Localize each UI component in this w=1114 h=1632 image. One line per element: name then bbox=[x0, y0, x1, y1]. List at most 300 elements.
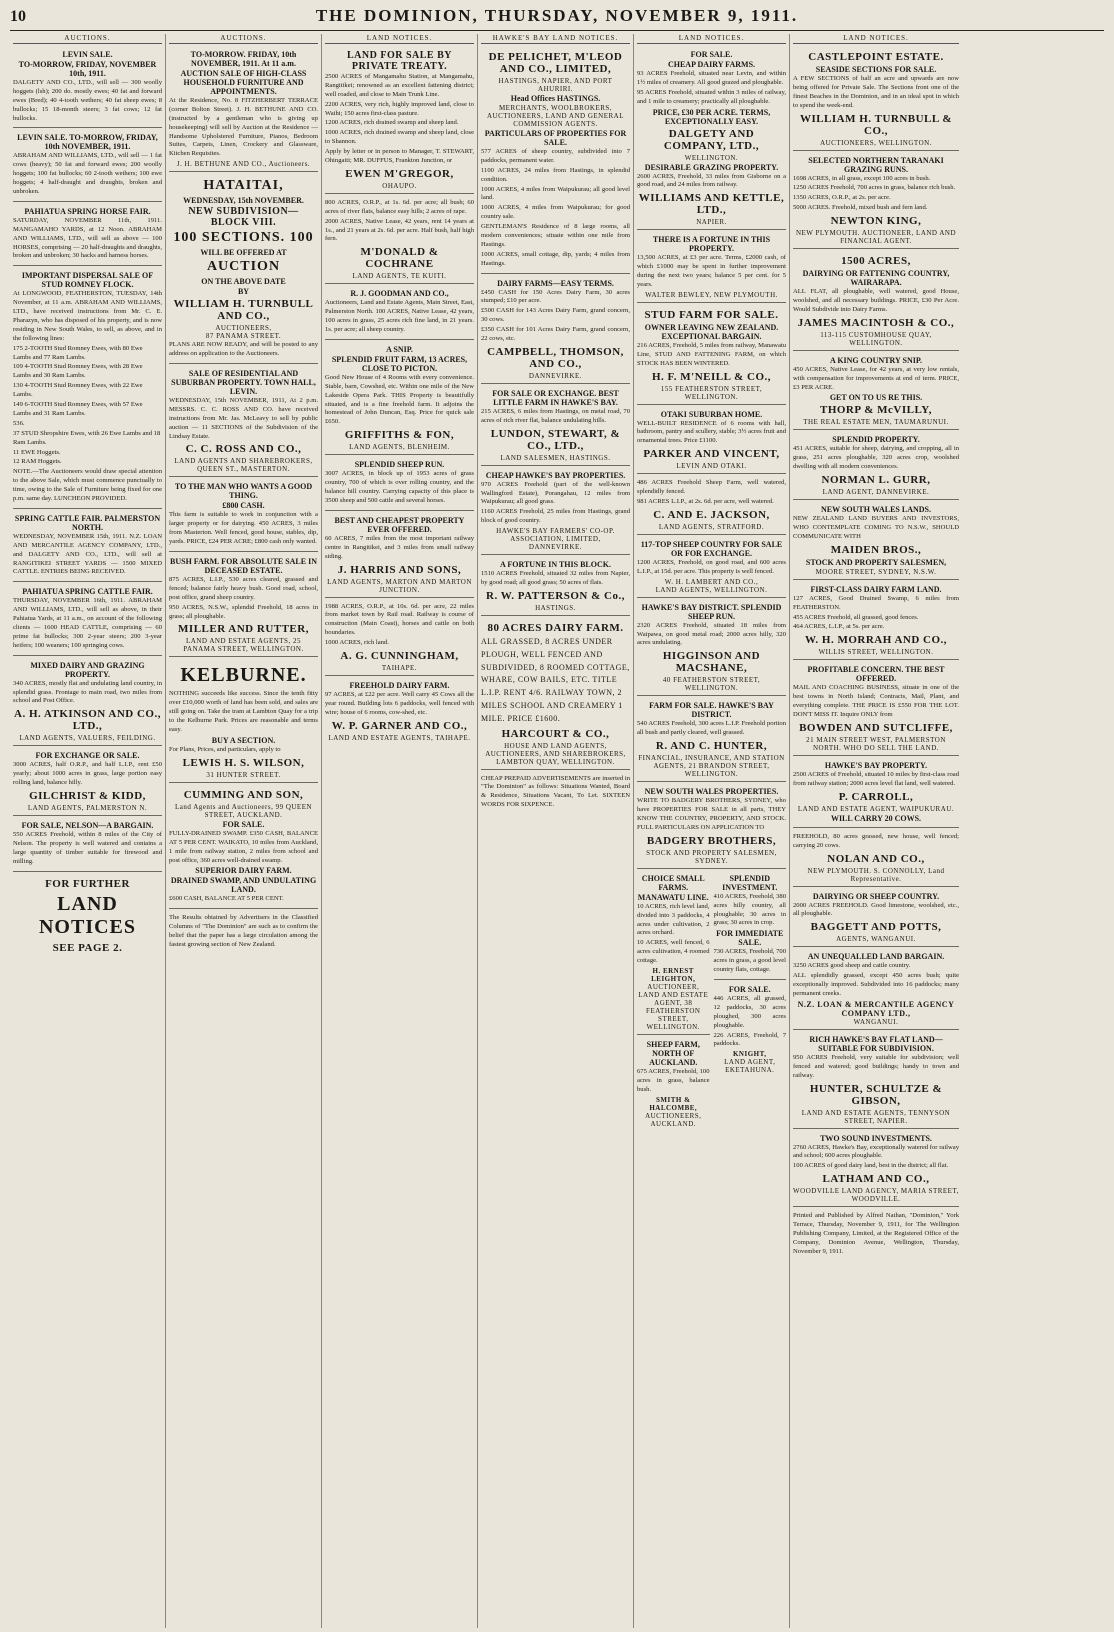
ad-lot: 450 ACRES, Native Lease, for 42 years, at very low rentals, with compensation for improvements at end of term. PRICE, £3 PER ACRE. bbox=[793, 365, 959, 391]
ad-on: ON THE ABOVE DATE bbox=[201, 277, 286, 287]
ad-spring-fair bbox=[13, 511, 162, 582]
ad-lot: 2760 ACRES, Hawke's Bay, exceptionally watered for railway and school; 600 acres ploughable. bbox=[793, 1143, 959, 1160]
printer-imprint bbox=[793, 1209, 959, 1260]
ad-body: WELL-BUILT RESIDENCE of 6 rooms with hall, bathroom, pantry and scullery, stable; 3½ acres fruit and ornamental trees. Price £1100. bbox=[637, 419, 786, 445]
ad-pelichet bbox=[481, 47, 630, 274]
ad-ross bbox=[169, 366, 318, 477]
ad-lot: 340 ACRES, mostly flat and undulating land country, in splendid grass. Frontage to main road, two miles from school and Post Office. bbox=[13, 679, 162, 705]
ad-title: KELBURNE. bbox=[180, 664, 307, 687]
firm-name: BADGERY BROTHERS, bbox=[646, 834, 777, 847]
ad-lot: 950 ACRES Freehold, very suitable for subdivision; well fenced and watered; good buildings; handy to town and railway. bbox=[793, 1053, 959, 1079]
ad-good-thing bbox=[169, 479, 318, 552]
ad-body: At LONGWOOD, FEATHERSTON, TUESDAY, 14th November, at 11 a.m. ABRAHAM AND WILLIAMS, LTD., have received instructions from Mr. C. E. Pharazyn, who has disposed of his property, and is now residing in New South Wales, to sell, as above, and in the following lines: bbox=[13, 290, 162, 342]
further-heading: LAND NOTICES bbox=[38, 892, 137, 938]
ad-lot: 2000 ACRES FREEHOLD. Good limestone, woolshed, etc., all ploughable. bbox=[793, 901, 959, 918]
ad-title: FREEHOLD DAIRY FARM. bbox=[349, 680, 450, 690]
ad-drained: DRAINED SWAMP, AND UNDULATING LAND. bbox=[170, 876, 317, 895]
ad-body: WRITE TO BADGERY BROTHERS, SYDNEY, who have PROPERTIES FOR SALE in all parts, THEY KNOW THE COUNTRY, PROPERTY, AND STOCK. FULL PARTICULARS ON APPLICATION TO bbox=[637, 797, 786, 831]
ad-title: CHOICE SMALL FARMS. bbox=[641, 873, 705, 892]
firm-address: AUCTIONEER, LAND AND ESTATE AGENT, 38 FEATHERSTON STREET, WELLINGTON. bbox=[638, 982, 709, 1031]
ad-title: HAWKE'S BAY DISTRICT. SPLENDID SHEEP RUN. bbox=[641, 602, 782, 621]
ad-lot: FULLY-DRAINED SWAMP. £350 CASH, BALANCE AT 5 PER CENT. WAIKATO, 10 miles from Auckland, 1 mile from railway station, 2 miles from school and post office, 360 acres well-drained swamp. bbox=[169, 829, 318, 864]
ad-goodman bbox=[325, 286, 474, 340]
lot-line: 109 4-TOOTH Stud Romney Ewes, with 28 Ewe Lambs and 30 Ram Lambs. bbox=[13, 363, 143, 380]
firm-address: 31 HUNTER STREET. bbox=[206, 770, 281, 779]
masthead-title: THE DOMINION, THURSDAY, NOVEMBER 9, 1911. bbox=[315, 6, 799, 25]
firm-name: BOWDEN AND SUTCLIFFE, bbox=[799, 721, 953, 734]
ad-title: NEW SOUTH WALES PROPERTIES. bbox=[644, 787, 779, 797]
column-header: LAND NOTICES. bbox=[637, 34, 786, 44]
firm-name: GILCHRIST & KIDD, bbox=[29, 789, 146, 802]
ad-body: ABRAHAM AND WILLIAMS, LTD., will sell — 1 fat cows (heavy); 50 fat and forward ewes; 200 woolly hoggets; 100 fat bullocks; 60 2-tooth wethers; 100 ewe hoggets; 4 half-draught and draughts, broken and unbroken. bbox=[13, 152, 162, 196]
firm-address: NEW PLYMOUTH. AUCTIONEER, LAND AND FINANCIAL AGENT. bbox=[795, 229, 957, 246]
ad-title: BUSH FARM. FOR ABSOLUTE SALE IN DECEASED ESTATE. bbox=[170, 557, 317, 576]
ad-buy: BUY A SECTION. bbox=[211, 735, 276, 745]
ad-title: FARM FOR SALE. HAWKE'S BAY DISTRICT. bbox=[649, 701, 774, 720]
ad-title: CASTLEPOINT ESTATE. bbox=[808, 51, 944, 63]
ad-lot: £500 CASH for 143 Acres Dairy Farm, grand concern, 30 cows. bbox=[481, 307, 630, 324]
ad-sub: STOCK AND PROPERTY SALESMEN, bbox=[805, 557, 947, 567]
ad-prepaid bbox=[481, 772, 630, 815]
lot-line: 130 4-TOOTH Stud Romney Ewes, with 22 Ewe Lambs. bbox=[13, 382, 143, 399]
firm-name: CUMMING AND SON, bbox=[183, 788, 304, 801]
ad-superior: SUPERIOR DAIRY FARM. bbox=[195, 866, 292, 876]
firm-name: DE PELICHET, M'LEOD AND CO., LIMITED, bbox=[488, 51, 623, 75]
firm-address: TAIHAPE. bbox=[381, 663, 418, 672]
ad-body: CHEAP PREPAID ADVERTISEMENTS are inserted in "The Dominion" as follows: Situations Wanted, Board & Residence, Situations Vacant, To Let. SIXTEEN WORDS FOR SIXPENCE. bbox=[481, 774, 630, 809]
ad-title: SHEEP FARM, NORTH OF AUCKLAND. bbox=[646, 1039, 700, 1067]
firm-name: C. AND E. JACKSON, bbox=[653, 508, 770, 521]
firm-name: W. H. MORRAH AND CO., bbox=[804, 634, 948, 647]
ad-body: NEW ZEALAND LAND BUYERS AND INVESTORS, WHO CONTEMPLATE COMING TO N.S.W., SHOULD COMMUNICATE WITH bbox=[793, 515, 959, 540]
firm-address: NAPIER. bbox=[696, 218, 727, 227]
ad-lot: 970 ACRES Freehold (part of the well-known Wallingford Estate), Porangahau, 12 miles from Waipukurau; all good grass. bbox=[481, 480, 630, 506]
ad-title: A FORTUNE IN THIS BLOCK. bbox=[500, 560, 611, 570]
ad-title: FOR SALE. bbox=[690, 50, 733, 59]
masthead bbox=[10, 6, 1104, 31]
firm-address: HASTINGS, NAPIER, AND PORT AHURIRI. bbox=[498, 77, 613, 93]
firm-name: R. AND C. HUNTER, bbox=[655, 740, 768, 753]
ad-pahiatua-cattle bbox=[13, 584, 162, 655]
firm-name: CAMPBELL, THOMSON, AND CO., bbox=[487, 345, 624, 370]
ad-pahiatua bbox=[13, 204, 162, 266]
ad-lot: 464 ACRES, L.I.P., at 5s. per acre. bbox=[793, 623, 885, 631]
firm-address: LAND AGENTS, BLENHEIM. bbox=[349, 443, 450, 452]
firm-name: KNIGHT, bbox=[732, 1050, 767, 1059]
lot-line: 536. bbox=[13, 419, 25, 427]
ad-sub: NEW SUBDIVISION— BLOCK VIII. bbox=[188, 206, 299, 229]
firm-name: WILLIAM H. TURNBULL AND CO., bbox=[173, 298, 314, 323]
ad-lot: 5000 ACRES. Freehold, mixed bush and fern land. bbox=[793, 204, 928, 212]
page-number: 10 bbox=[10, 8, 26, 25]
column-header: AUCTIONS. bbox=[169, 34, 318, 44]
firm-address: THE REAL ESTATE MEN, TAUMARUNUI. bbox=[803, 418, 949, 427]
firm-name: NORMAN L. GURR, bbox=[821, 474, 931, 487]
column-header: LAND NOTICES. bbox=[793, 34, 959, 44]
ad-title: TWO SOUND INVESTMENTS. bbox=[820, 1133, 932, 1143]
ad-levin bbox=[13, 47, 162, 128]
firm-address: DANNEVIRKE. bbox=[528, 371, 583, 380]
firm-address: 40 FEATHERSTON STREET, WELLINGTON. bbox=[662, 676, 761, 693]
firm-address: LAND AND ESTATE AGENTS, 25 PANAMA STREET, WELLINGTON. bbox=[183, 637, 304, 654]
firm-name: H. F. M'NEILL & CO., bbox=[652, 370, 771, 383]
ad-dalgety bbox=[637, 47, 786, 230]
firm-name: PARKER AND VINCENT, bbox=[643, 448, 780, 461]
ad-title: STUD FARM FOR SALE. bbox=[644, 308, 779, 321]
ad-note: PLANS ARE NOW READY, and will be posted to any address on application to the Auctioneers. bbox=[169, 341, 318, 358]
ad-cunningham bbox=[325, 600, 474, 676]
ad-kelburne bbox=[169, 659, 318, 782]
ad-lot: 2200 ACRES, very rich, highly improved land, close to Waihi; 150 acres first-class pasture. bbox=[325, 100, 474, 117]
firm-name: LUNDON, STEWART, & CO., LTD., bbox=[490, 427, 621, 452]
ad-lot: 10 ACRES, rich level land, divided into 3 paddocks, 4 acres under cultivation, 2 acres orchard. bbox=[637, 902, 710, 937]
ad-lot: 1200 ACRES, Freehold, on good road, and 600 acres L.I.P., at 15d. per acre. This property is well fenced. bbox=[637, 558, 786, 575]
ad-body: FREEHOLD, 80 acres grassed, new house, well fenced; carrying 20 cows. bbox=[793, 832, 959, 849]
ad-will: WILL CARRY 20 COWS. bbox=[830, 813, 922, 823]
ad-atkinson bbox=[13, 658, 162, 747]
ad-romney bbox=[13, 268, 162, 508]
firm-name: JAMES MACINTOSH & CO., bbox=[797, 316, 955, 329]
firm-address: NEW PLYMOUTH. S. CONNOLLY, Land Representative. bbox=[807, 866, 945, 883]
ad-lot: 3000 ACRES, half O.R.P., and half L.I.P., rent £50 yearly; about 1000 acres in grass, large portion easy rolling land, balance hilly. bbox=[13, 761, 162, 787]
ad-title: MIXED DAIRY AND GRAZING PROPERTY. bbox=[30, 660, 145, 679]
imprint-text: Printed and Published by Alfred Nathan, "Dominion," York Terrace, Thursday, November 9, 1911, for The Wellington Publishing Company, Limited, at the Registered Office of the Company, Dominion Avenue, Wellington, Thursday, November 9, 1911. bbox=[793, 1212, 959, 1255]
firm-address: WOODVILLE LAND AGENCY, MARIA STREET, WOODVILLE. bbox=[793, 1187, 959, 1204]
column-6 bbox=[790, 34, 962, 1628]
ad-morrah bbox=[793, 582, 959, 661]
lot-line: 175 2-TOOTH Stud Romney Ewes, with 80 Ewe Lambs and 77 Ram Lambs. bbox=[13, 344, 143, 361]
ad-lot: 451 ACRES, suitable for sheep, dairying, and cropping, all in grass, 251 acres ploughable, 320 acres crop, woolshed dwelling with all modern conveniences. bbox=[793, 445, 959, 471]
firm-name: LEWIS H. S. WILSON, bbox=[182, 756, 305, 769]
ad-cumming bbox=[169, 785, 318, 909]
ad-by: BY bbox=[237, 287, 250, 297]
ad-lot: 1350 ACRES, O.R.P., at 2s. per acre. bbox=[793, 194, 891, 202]
ad-title: SPRING CATTLE FAIR. PALMERSTON NORTH. bbox=[14, 513, 161, 532]
ad-title: FOR EXCHANGE OR SALE. bbox=[35, 751, 140, 761]
firm-address: 113-115 CUSTOMHOUSE QUAY, WELLINGTON. bbox=[820, 330, 932, 347]
ad-title: SALE OF RESIDENTIAL AND SUBURBAN PROPERTY. TOWN HALL, LEVIN. bbox=[171, 369, 316, 397]
ad-carroll bbox=[793, 758, 959, 828]
ad-lot: £350 CASH for 101 Acres Dairy Farm, grand concern, 22 cows, etc. bbox=[481, 326, 630, 343]
ad-title: TO THE MAN WHO WANTS A GOOD THING. bbox=[174, 482, 313, 501]
ad-lot: GENTLEMAN'S Residence of 8 large rooms, all modern conveniences; situate within one mile from Hastings. bbox=[481, 223, 630, 248]
ad-body: Good New House of 4 Rooms with every convenience. Stable, barn, Cowshed, etc. Within one mile of the New Lakeside Opera Park. THIS Property is beautifully situated, and is a fine freehold farm. It adjoins the homestead of John Duncan, Esq. Price for quick sale £650. bbox=[325, 373, 474, 426]
firm-address: WELLINGTON. bbox=[684, 153, 739, 162]
column-1 bbox=[10, 34, 166, 1628]
firm-name: H. ERNEST LEIGHTON, bbox=[651, 966, 696, 983]
ad-sheep-run bbox=[325, 457, 474, 511]
ad-lot: 540 ACRES Freehold, 300 acres L.I.P. Freehold portion all bush and partly cleared, well grassed. bbox=[637, 720, 786, 737]
ad-lot: 10 ACRES, well fenced, 6 acres cultivation, 4 roomed cottage. bbox=[637, 939, 710, 965]
ad-lot: 577 ACRES of sheep country, subdivided into 7 paddocks, permanent water. bbox=[481, 148, 630, 164]
ad-lot: 127 ACRES, Good Drained Swamp, 6 miles from FEATHERSTON. bbox=[793, 594, 959, 611]
ad-title: LEVIN SALE. TO-MORROW, FRIDAY, 10th NOVEMBER, 1911. bbox=[17, 133, 158, 152]
ad-title: HATAITAI, bbox=[203, 178, 284, 194]
ad-lot: 60 ACRES, 7 miles from the most important railway centre in Rangitikei, and 3 miles from small railway siding. bbox=[325, 534, 474, 560]
ad-body: DALGETY AND CO., LTD., will sell — 300 woolly hoggets (lsh); 200 do. mostly ewes; 40 fat and forward ewes (Bred); 40 4-tooth wethers; 40 fat sheep ewes; 8 bullocks; 15 18-month steers; 3 fat cows; 12 fat bullocks. bbox=[13, 79, 162, 122]
ad-maiden bbox=[793, 502, 959, 580]
firm-name: HUNTER, SCHULTZE & GIBSON, bbox=[809, 1082, 943, 1107]
ad-lot: 1100 ACRES, 24 miles from Hastings, in splendid condition. bbox=[481, 166, 630, 183]
ad-lot: 2000 ACRES, Native Lease, 42 years, rent 14 years at 1s., and 21 years at 2s. 6d. per acre. Half bush, half high fern. bbox=[325, 217, 474, 243]
ad-contact: Apply by letter or in person to Manager, T. STEWART, Ohingaiti; MR. DUFFUS, Frankton Junction, or bbox=[325, 148, 474, 165]
ad-title: PAHIATUA SPRING CATTLE FAIR. bbox=[22, 587, 153, 597]
firm-address: HASTINGS. bbox=[535, 603, 576, 612]
ad-lundon bbox=[481, 386, 630, 466]
ad-date: TO-MORROW, FRIDAY, NOVEMBER 10th, 1911. bbox=[18, 60, 157, 78]
ad-title: AN UNEQUALLED LAND BARGAIN. bbox=[807, 952, 945, 962]
lot-line: 12 RAM Hoggets. bbox=[13, 458, 62, 466]
split-left bbox=[637, 871, 710, 1133]
firm-name: A. H. ATKINSON AND CO., LTD., bbox=[14, 708, 161, 733]
firm-address: LAND AGENT, EKETAHUNA. bbox=[724, 1058, 776, 1075]
firm-address: LAMBTON QUAY, WELLINGTON. bbox=[496, 757, 615, 766]
ad-hataitai bbox=[169, 174, 318, 364]
ad-jackson bbox=[637, 476, 786, 535]
ad-lot: 1988 ACRES, O.R.P., at 10s. 6d. per acre, 22 miles from market town by Rail road. Railway is course of construction (Main Coast), horses and cattle on both boundaries. bbox=[325, 602, 474, 637]
firm-address: WANGANUI. bbox=[853, 1017, 899, 1026]
ad-auckland bbox=[637, 1037, 710, 1131]
ad-sub: SEASIDE SECTIONS FOR SALE. bbox=[815, 65, 937, 74]
ad-sub: CHEAP DAIRY FARMS. bbox=[667, 60, 756, 69]
ad-macintosh bbox=[793, 251, 959, 351]
firm-name: M'DONALD & COCHRANE bbox=[360, 246, 439, 271]
ad-badgery bbox=[637, 784, 786, 869]
ad-plans: For Plans, Prices, and particulars, apply to bbox=[169, 745, 281, 753]
ad-lot: 486 ACRES Freehold Sheep Farm, well watered, splendidly fenced. bbox=[637, 479, 786, 496]
ad-nzloan bbox=[793, 949, 959, 1030]
ad-body: SATURDAY, NOVEMBER 11th, 1911. MANGAMAHO YARDS, at 12 Noon. ABRAHAM AND WILLIAMS, LTD., will sell as above — 100 HORSES, comprising — 20 half-draughts and draughts, broken and unbroken; 30 hacks and harness horses. bbox=[13, 216, 162, 260]
ad-hunter-schultze bbox=[793, 1032, 959, 1129]
ad-snip bbox=[325, 342, 474, 455]
column-header: HAWKE'S BAY LAND NOTICES. bbox=[481, 34, 630, 44]
ad-nolan bbox=[793, 830, 959, 887]
firm-name: BAGGETT AND POTTS, bbox=[810, 921, 942, 934]
ad-lot: 1698 ACRES, in all grass, except 100 acres in bush. bbox=[793, 174, 931, 182]
column-header: LAND NOTICES. bbox=[325, 34, 474, 44]
further-page: SEE PAGE 2. bbox=[52, 941, 123, 954]
firm-address: MOORE STREET, SYDNEY, N.S.W. bbox=[815, 567, 937, 576]
ad-harcourt bbox=[481, 618, 630, 770]
firm-address: LAND AGENT, DANNEVIRKE. bbox=[822, 488, 930, 497]
ad-lot: 1000 ACRES, 4 miles from Waipukurau; all good level land. bbox=[481, 185, 630, 202]
ad-lot: 446 ACRES, all grassed, 12 paddocks, 30 acres ploughed, 300 acres ploughable. bbox=[713, 994, 786, 1029]
firm-role: AUCTIONEERS, bbox=[215, 324, 272, 333]
ad-higginson bbox=[637, 600, 786, 697]
ad-title: PROFITABLE CONCERN. THE BEST OFFERED. bbox=[807, 665, 945, 684]
ad-private-treaty bbox=[325, 47, 474, 194]
ad-investment bbox=[714, 871, 787, 980]
ad-fortune bbox=[481, 557, 630, 616]
firm-name: J. HARRIS AND SONS, bbox=[337, 563, 462, 576]
firm-name: NEWTON KING, bbox=[830, 215, 922, 228]
ad-body: MAIL AND COACHING BUSINESS, situate in one of the best towns in North Island; Contracts, Mail, Plant, and everything complete. THE PRICE IS £550 FOR THE LOT. DON'T MISS IT. Inquire ONLY from bbox=[793, 684, 959, 719]
firm-address: LAND SALESMEN, HASTINGS. bbox=[500, 453, 611, 462]
ad-bush-farm bbox=[169, 554, 318, 657]
firm-address: OHAUPO. bbox=[382, 181, 417, 190]
ad-castlepoint bbox=[793, 47, 959, 151]
firm-name: W. H. LAMBERT AND CO., bbox=[664, 577, 759, 586]
split-right bbox=[714, 871, 787, 1133]
sections-count: 100 SECTIONS. 100 bbox=[173, 230, 314, 246]
ad-lot: 93 ACRES Freehold, situated near Levin, and within 1½ miles of creamery. All good grazed and ploughable. bbox=[637, 70, 786, 86]
ad-title: NEW SOUTH WALES LANDS. bbox=[821, 505, 931, 515]
firm-address: Land Agents and Auctioneers, 99 QUEEN STREET, AUCKLAND. bbox=[174, 802, 313, 819]
ad-garner bbox=[325, 678, 474, 745]
ad-bowden bbox=[793, 662, 959, 756]
firm-address: FINANCIAL, INSURANCE, AND STATION AGENTS, 21 BRANDON STREET, WELLINGTON. bbox=[638, 754, 785, 779]
ad-lot: 95 ACRES Freehold, situated within 3 miles of railway, and 1 mile to creamery; practically all ploughable. bbox=[637, 88, 786, 105]
firm-name: P. CARROLL, bbox=[838, 790, 914, 803]
ad-lot: £600 CASH, BALANCE AT 5 PER CENT. bbox=[169, 895, 284, 903]
ad-title: THERE IS A FORTUNE IN THIS PROPERTY. bbox=[652, 235, 771, 254]
ad-title: 117-TOP SHEEP COUNTRY FOR SALE OR FOR EXCHANGE. bbox=[640, 539, 783, 558]
firm-address: 21 MAIN STREET WEST, PALMERSTON NORTH. WHO DO SELL THE LAND. bbox=[806, 735, 946, 752]
ad-lot: 2500 ACRES of Freehold, situated 10 miles by first-class road from railway station; 2000 acres level flat land, well watered. bbox=[793, 770, 959, 787]
firm-role: MERCHANTS, WOOLBROKERS, AUCTIONEERS, LAND AND GENERAL COMMISSION AGENTS. bbox=[487, 104, 624, 128]
firm-name: MAIDEN BROS., bbox=[830, 543, 922, 556]
ad-title: DAIRYING OR SHEEP COUNTRY. bbox=[812, 891, 940, 901]
ad-lot: 550 ACRES Freehold, within 8 miles of the City of Nelson. The property is well watered and contains a large quantity of timber suitable for firewood and milling. bbox=[13, 830, 162, 865]
ad-lot: 1000 ACRES, rich drained swamp and sheep land, close to Shannon. bbox=[325, 129, 474, 146]
firm-name: R. J. GOODMAN AND CO., bbox=[350, 289, 449, 299]
ad-title: OTAKI SUBURBAN HOME. bbox=[660, 409, 763, 419]
ad-title: 1500 ACRES, bbox=[841, 255, 911, 268]
firm-name: R. W. PATTERSON & Co., bbox=[486, 589, 625, 602]
ad-title: HAWKE'S BAY PROPERTY. bbox=[824, 760, 928, 770]
ad-body: WEDNESDAY, 15th NOVEMBER, 1911, At 2 p.m. MESSRS. C. C. ROSS AND CO. have received instructions from Mr. Jas. McLeavy to sell by public auction — 11 SECTIONS of the Subdivision of the Lindsay Estate. bbox=[169, 397, 318, 440]
ad-body: WEDNESDAY, NOVEMBER 15th, 1911. N.Z. LOAN AND MERCANTILE AGENCY COMPANY, LTD., and DALGETY AND CO., LTD., will sell at RANGITIKEI STREET YARDS — 1500 MIXED CATTLE. ENTRIES BEING RECEIVED. bbox=[13, 532, 162, 576]
ad-knight bbox=[714, 982, 787, 1077]
firm-address: LAND AGENTS, MARTON AND MARTON JUNCTION. bbox=[327, 577, 472, 594]
firm-address: LEVIN AND OTAKI. bbox=[676, 462, 747, 471]
firm-address: DANNEVIRKE. bbox=[528, 543, 583, 552]
ad-lot: 1250 ACRES Freehold, 700 acres in grass, balance rich bush. bbox=[793, 184, 956, 192]
ad-levin-2 bbox=[13, 130, 162, 201]
ad-body: This farm is suitable to work in conjunction with a larger property or for dairying. 450 ACRES, 3 miles from Masterton. Well fenced, good house, stables, dip, yards. PRICE, £24 PER ACRE; £800 cash only wanted. bbox=[169, 511, 318, 546]
ad-title: SPLENDID SHEEP RUN. bbox=[354, 460, 445, 470]
ad-lot: 410 ACRES, Freehold, 380 acres hilly country, all ploughable; 30 acres in grass; 30 acres in crop. bbox=[713, 892, 786, 927]
ad-hunter bbox=[637, 698, 786, 782]
ad-title: A KING COUNTRY SNIP. bbox=[829, 355, 923, 365]
ad-campbell bbox=[481, 276, 630, 384]
ad-will: WILL BE OFFERED AT bbox=[200, 248, 287, 258]
firm-name: J. H. BETHUNE AND CO., Auctioneers. bbox=[176, 160, 311, 169]
ad-title: PAHIATUA SPRING HORSE FAIR. bbox=[24, 206, 151, 216]
ad-sale: FOR SALE. bbox=[222, 819, 265, 829]
ad-otaki bbox=[637, 407, 786, 475]
ad-title: BEST AND CHEAPEST PROPERTY EVER OFFERED. bbox=[334, 515, 465, 534]
firm-name: HARCOURT & CO., bbox=[501, 727, 610, 740]
ad-gurr bbox=[793, 432, 959, 500]
ad-lot: 3007 ACRES, in block up of 1953 acres of grass country, 700 of which is over rolling country, and the balance hill country. Carrying capacity of this place is 3500 sheep and 500 cattle and several horses. bbox=[325, 470, 474, 504]
ad-mcdonald bbox=[325, 196, 474, 284]
firm-name: HAWKE'S BAY FARMERS' CO-OP. ASSOCIATION, LIMITED, bbox=[496, 527, 615, 544]
ad-gilchrist bbox=[13, 748, 162, 816]
ad-lot: 3250 ACRES good sheep and cattle country. bbox=[793, 962, 911, 970]
ad-results bbox=[169, 911, 318, 954]
ad-body: ALL GRASSED, 8 ACRES UNDER PLOUGH, WELL FENCED AND SUBDIVIDED, 8 ROOMED COTTAGE, WHARE, COW BAILS, ETC. TITLE L.I.P. RENT 4/6. RAILWAY TOWN, 2 MILES SCHOOL AND CREAMERY 1 MILE. PRICE £1600. bbox=[481, 636, 630, 723]
ad-lambert bbox=[637, 537, 786, 598]
ad-immediate: FOR IMMEDIATE SALE. bbox=[716, 929, 784, 948]
ad-title: SPLENDID INVESTMENT. bbox=[722, 873, 778, 892]
ad-further bbox=[13, 874, 162, 959]
firm-address: LAND AGENTS, TE KUITI. bbox=[352, 272, 447, 281]
ad-bethune bbox=[169, 47, 318, 172]
ad-nelson bbox=[13, 818, 162, 872]
firm-name: NOLAN AND CO., bbox=[827, 852, 925, 865]
ad-body: ALL FLAT, all ploughable, well watered, good House, woolshed, and all necessary buildings. PRICE, £30 Per Acre. Would Subdivide into Dairy Farms. bbox=[793, 288, 959, 313]
firm-role: HOUSE AND LAND AGENTS, AUCTIONEERS, AND SHAREBROKERS, bbox=[485, 741, 626, 758]
split-row bbox=[637, 871, 786, 1133]
firm-address: 155 FEATHERSTON STREET, WELLINGTON. bbox=[660, 384, 763, 401]
firm-address: LAND AGENTS, VALUERS, FEILDING. bbox=[19, 734, 156, 743]
ad-title: SELECTED NORTHERN TARANAKI GRAZING RUNS. bbox=[808, 155, 944, 174]
ad-body: A FEW SECTIONS of half an acre and upwards are now being offered for Private Sale. The Sections front one of the finest Beaches in the Dominion, and in an ideal spot in which to spend the week-end. bbox=[793, 75, 959, 109]
further-line: FOR FURTHER bbox=[45, 877, 130, 890]
ad-newton-king bbox=[793, 153, 959, 250]
column-5 bbox=[634, 34, 790, 1628]
firm-name: WILLIAM H. TURNBULL & CO., bbox=[799, 112, 953, 137]
ad-sub: SPLENDID FRUIT FARM, 13 ACRES, CLOSE TO PICTON. bbox=[331, 354, 468, 373]
ad-title: 80 ACRES DAIRY FARM. bbox=[487, 621, 624, 634]
firm-name: HIGGINSON AND MACSHANE, bbox=[662, 650, 761, 675]
ad-thorp bbox=[793, 353, 959, 431]
ad-harris bbox=[325, 513, 474, 598]
ad-body: THURSDAY, NOVEMBER 16th, 1911. ABRAHAM AND WILLIAMS, LTD., will sell as above, in their Pahiatua Yards, at 11 a.m., on account of the following clients — 1600 HEAD CATTLE, comprising — 60 prime fat bullocks; 300 2-year steers; 200 3-year heifers; 100 weaners; 100 springing cows. bbox=[13, 597, 162, 649]
ad-lot: 800 ACRES, O.R.P., at 1s. 6d. per acre; all bush; 60 acres of river flats, balance easy hills; 2 acres of rape. bbox=[325, 198, 474, 215]
ad-head-office: Head Offices HASTINGS. bbox=[510, 94, 601, 103]
ad-lot: 950 ACRES, N.S.W., splendid Freehold, 18 acres in grass; all ploughable. bbox=[169, 603, 318, 620]
ad-lot: 730 ACRES, Freehold, 700 acres in grass, a good level country flats, cottage. bbox=[713, 948, 786, 974]
ad-body: At the Residence, No. 8 FITZHERBERT TERRACE (corner Bolton Street). J. H. BETHUNE AND CO. (instructed by a gentleman who is giving up housekeeping) will sell by Auction at the Residence — Handsome Upholstered Furniture, Pianos, Bedroom Suites, Carpets, Linen, Crockery and Glassware, Kitchen Requisites. bbox=[169, 97, 318, 158]
ad-price: £800 CASH. bbox=[222, 501, 265, 511]
ad-body: The Results obtained by Advertisers in the Classified Columns of "The Dominion" are such as to confirm the belief that the paper has a large circulation among the fastest growing section of New Zealand. bbox=[169, 914, 318, 948]
ad-body: ALL splendidly grassed, except 450 acres bush; quite exceptionally improved. Subdivided into 16 paddocks; many permanent creeks. bbox=[793, 972, 959, 997]
ad-sub: OWNER LEAVING NEW ZEALAND. EXCEPTIONAL BARGAIN. bbox=[644, 322, 779, 341]
firm-address: WILLIS STREET, WELLINGTON. bbox=[818, 648, 934, 657]
ad-desire: DESIRABLE GRAZING PROPERTY. bbox=[644, 162, 779, 172]
ad-title: DAIRY FARMS—EASY TERMS. bbox=[497, 278, 614, 288]
ad-body: NOTHING succeeds like success. Since the tenth fitty over £10,000 worth of land has been sold, and sales are still going on. Take the tram at Lambton Quay for a trip to the Kelburne Park. Prices are reasonable and terms easy. bbox=[169, 690, 318, 734]
ad-lot: 2320 ACRES Freehold, situated 18 miles from Waipawa, on good metal road; 2000 acres hilly, 320 acres undulating. bbox=[637, 621, 786, 647]
firm-name: MILLER AND RUTTER, bbox=[178, 623, 309, 636]
firm-name: N.Z. LOAN & MERCANTILE AGENCY COMPANY LTD., bbox=[797, 999, 955, 1018]
lot-line: 149 6-TOOTH Stud Romney Ewes, with 57 Ewe Lambs and 31 Ram Lambs. bbox=[13, 401, 143, 417]
firm-address: LAND AND ESTATE AGENTS, TENNYSON STREET, NAPIER. bbox=[801, 1108, 951, 1125]
ad-body: Auctioneers, Land and Estate Agents, Main Street, East, Palmerston North. 100 ACRES, Native Lease, 42 years, 100 acres in grass, 25 acres rich fine land, in 21 years. 1s. per acre; all sheep country. bbox=[325, 299, 474, 334]
firm-name: WALTER BEWLEY, NEW PLYMOUTH. bbox=[645, 290, 778, 299]
ad-title: CHEAP HAWKE'S BAY PROPERTIES. bbox=[485, 470, 626, 480]
ad-terms: PRICE, £30 PER ACRE. TERMS, EXCEPTIONALLY EASY. bbox=[652, 107, 771, 126]
firm-address: AGENTS, WANGANUI. bbox=[836, 935, 916, 944]
firm-name: WILLIAMS AND KETTLE, LTD., bbox=[638, 192, 785, 217]
ad-lot: 226 ACRES, Freehold, 7 paddocks. bbox=[713, 1031, 786, 1048]
ad-lot: 2600 ACRES, Freehold, 33 miles from Gisborne on a good road, and 24 miles from railway. bbox=[637, 172, 786, 189]
ad-title: FOR SALE. bbox=[728, 984, 771, 994]
ad-latham bbox=[793, 1131, 959, 1208]
ad-get: GET ON TO US RE THIS. bbox=[829, 393, 923, 403]
column-4 bbox=[478, 34, 634, 1628]
firm-name: A. G. CUNNINGHAM, bbox=[340, 649, 459, 662]
firm-name: LATHAM AND CO., bbox=[822, 1173, 930, 1186]
lot-line: 11 EWE Hoggets. bbox=[13, 448, 61, 456]
firm-address: LAND AGENTS, STRATFORD. bbox=[658, 522, 765, 531]
firm-name: DALGETY AND COMPANY, LTD., bbox=[663, 127, 760, 152]
ad-lot: 216 ACRES, Freehold, 5 miles from railway, Manawatu Line, STUD AND FATTENING FARM, on which STOCK HAS BEEN WINTERED. bbox=[637, 341, 786, 367]
ad-lot: 1000 ACRES, 4 miles from Waipukurau; for good country sale. bbox=[481, 204, 630, 221]
firm-name: SMITH & HALCOMBE, bbox=[649, 1095, 698, 1112]
